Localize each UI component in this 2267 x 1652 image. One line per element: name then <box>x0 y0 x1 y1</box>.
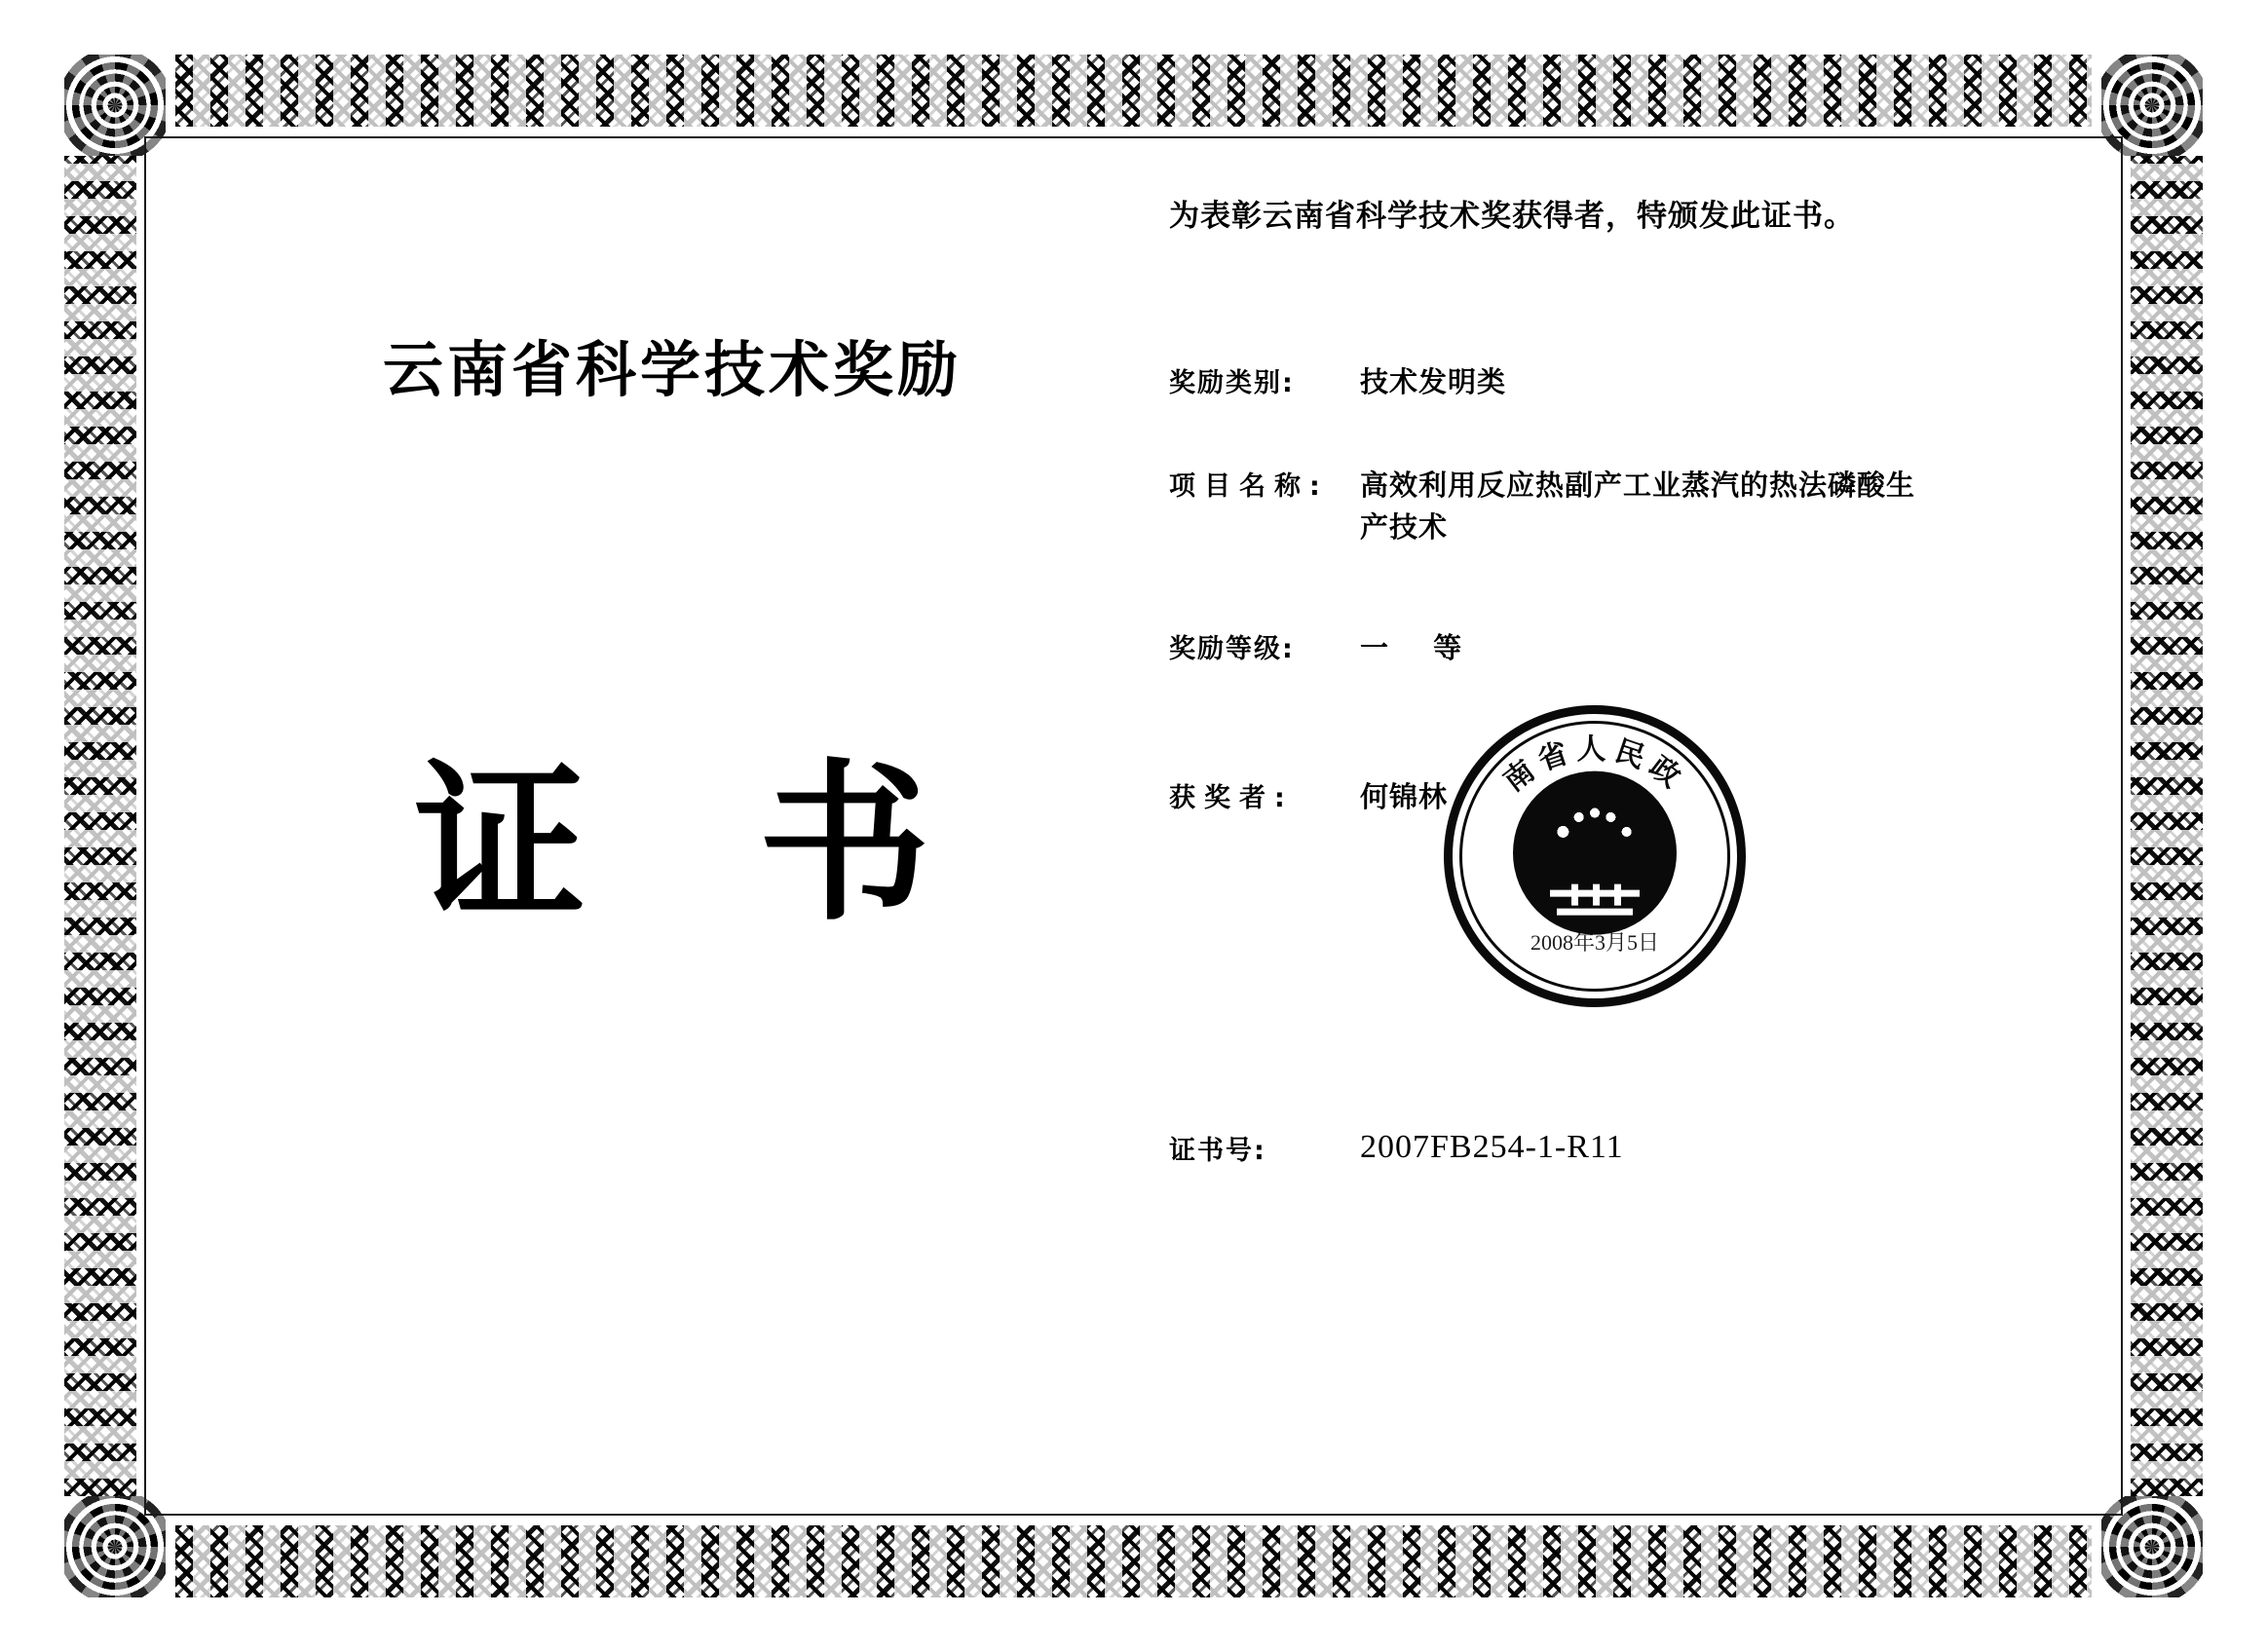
recipient-value: 何锦林 <box>1360 780 1449 813</box>
right-column <box>1169 191 2046 1167</box>
field-certificate-number <box>1169 1129 2046 1167</box>
project-name-value: 高效利用反应热副产工业蒸汽的热法磷酸生产技术 <box>1360 468 1916 544</box>
border-band-bottom <box>175 1525 2092 1597</box>
certificate-number-label: 证书号: <box>1169 1135 1266 1166</box>
border-band-right <box>2131 156 2203 1496</box>
award-program-title: 云南省科学技术奖励 <box>382 334 962 405</box>
award-grade-label: 奖励等级: <box>1169 633 1295 664</box>
award-category-value: 技术发明类 <box>1360 365 1507 398</box>
project-name-label: 项目名称: <box>1169 470 1329 502</box>
certificate-heading: 证 书 <box>414 744 987 944</box>
border-band-top <box>175 55 2092 127</box>
certificate-content <box>156 146 2111 1506</box>
award-grade-value: 一 等 <box>1360 630 1480 664</box>
left-column <box>273 321 1072 944</box>
citation-headline: 为表彰云南省科学技术奖获得者，特颁发此证书。 <box>1169 199 1855 234</box>
border-band-left <box>64 156 136 1496</box>
recipient-label: 获奖者: <box>1169 783 1294 813</box>
certificate-number-value: 2007FB254-1-R11 <box>1360 1129 1624 1165</box>
field-project-name <box>1169 465 2046 549</box>
national-emblem-icon <box>1513 771 1677 935</box>
seal-arc-text-label: 南省人民政 <box>1497 732 1692 800</box>
seal-date-text: 2008年3月5日 <box>1530 930 1660 955</box>
award-category-label: 奖励类别: <box>1169 368 1295 398</box>
field-award-category <box>1169 361 2046 404</box>
field-award-grade <box>1169 627 2046 670</box>
official-seal-icon <box>1444 705 1746 1007</box>
